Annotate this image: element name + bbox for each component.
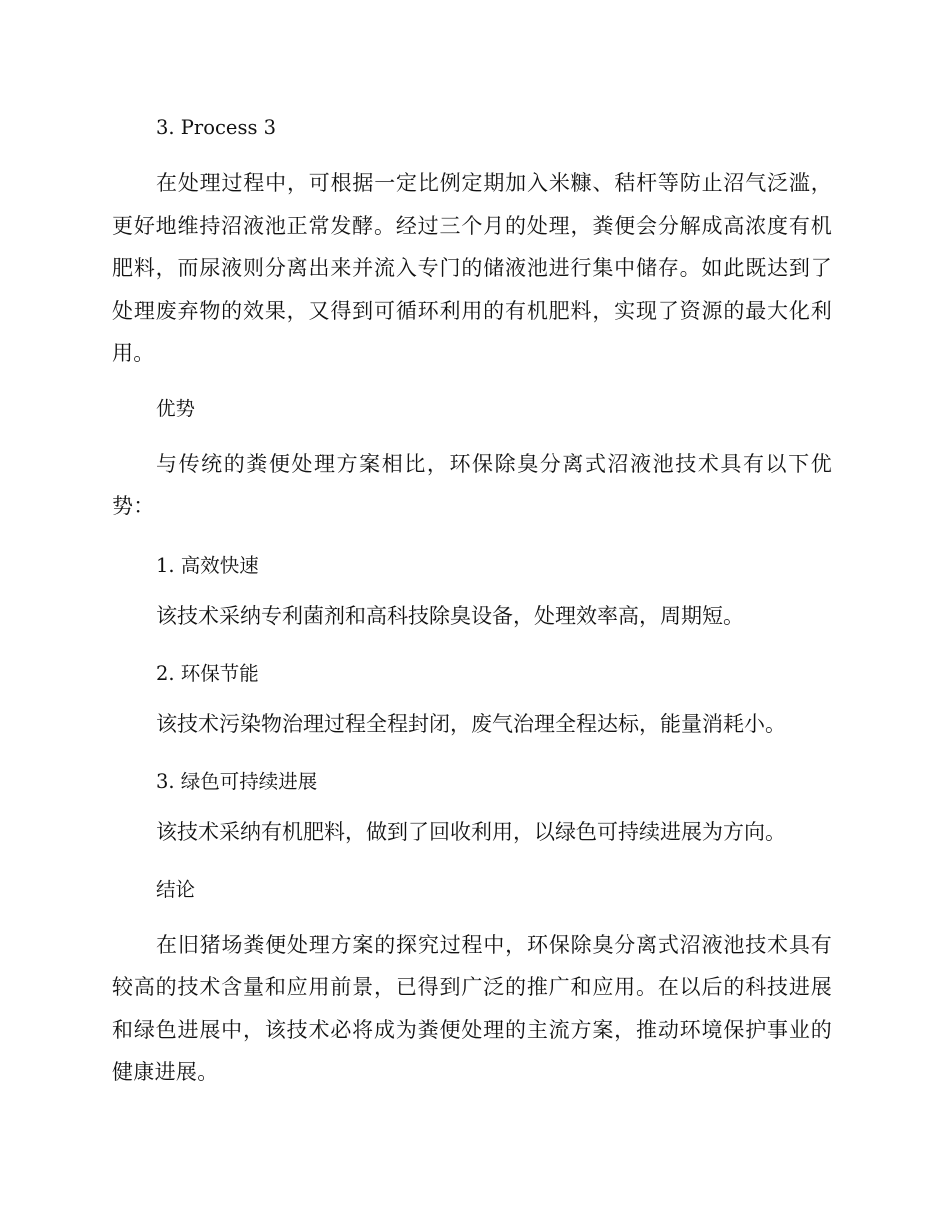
advantage-2-text: 该技术污染物治理过程全程封闭，废气治理全程达标，能量消耗小。 xyxy=(156,711,786,736)
document-body xyxy=(112,112,832,1094)
advantage-3-text: 该技术采纳有机肥料，做到了回收利用，以绿色可持续进展为方向。 xyxy=(156,819,786,844)
advantages-heading: 优势 xyxy=(156,396,196,420)
process3-paragraph: 在处理过程中，可根据一定比例定期加入米糠、秸杆等防止沼气泛滥，更好地维持沼液池正常发酵。经过三个月的处理，粪便会分解成高浓度有机肥料，而尿液则分离出来并流入专门的储液池进行集中储存。如此既达到了处理废弃物的效果，又得到可循环利用的有机肥料，实现了资源的最大化利用。 xyxy=(112,171,832,365)
conclusion-heading: 结论 xyxy=(156,877,196,901)
advantage-3-heading: 3. 绿色可持续进展 xyxy=(156,769,318,793)
advantage-1-heading: 1. 高效快速 xyxy=(156,553,259,577)
conclusion-paragraph: 在旧猪场粪便处理方案的探究过程中，环保除臭分离式沼液池技术具有较高的技术含量和应用前景，已得到广泛的推广和应用。在以后的科技进展和绿色进展中，该技术必将成为粪便处理的主流方案，推动环境保护事业的健康进展。 xyxy=(112,932,832,1084)
advantages-intro-paragraph: 与传统的粪便处理方案相比，环保除臭分离式沼液池技术具有以下优势： xyxy=(112,451,832,518)
advantage-1-text: 该技术采纳专利菌剂和高科技除臭设备，处理效率高，周期短。 xyxy=(156,603,744,628)
process3-heading: 3. Process 3 xyxy=(156,116,277,139)
advantage-2-heading: 2. 环保节能 xyxy=(156,661,259,685)
